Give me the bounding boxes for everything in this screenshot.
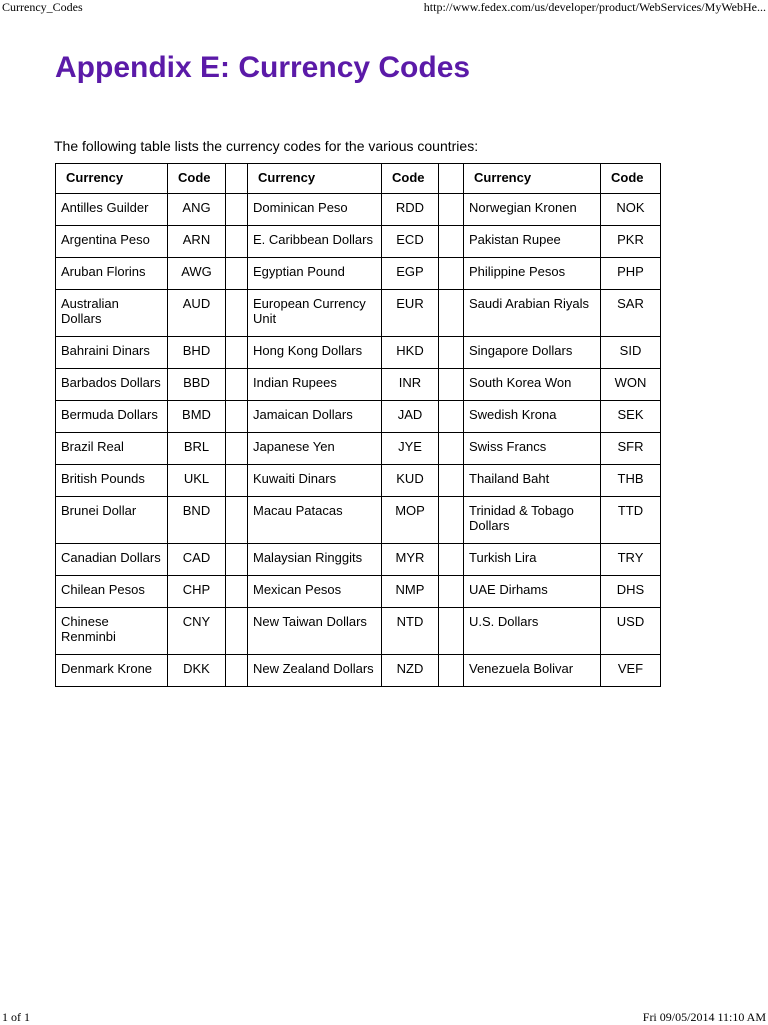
column-header-currency: Currency <box>248 164 382 194</box>
currency-name-cell: Canadian Dollars <box>56 544 168 576</box>
currency-code-cell: RDD <box>382 194 439 226</box>
column-spacer <box>439 258 464 290</box>
table-row <box>56 226 661 258</box>
currency-code-cell: KUD <box>382 465 439 497</box>
currency-code-cell: JYE <box>382 433 439 465</box>
currency-name-cell: Singapore Dollars <box>464 337 601 369</box>
column-spacer <box>439 290 464 337</box>
table-row <box>56 465 661 497</box>
column-spacer <box>226 608 248 655</box>
currency-name-cell: E. Caribbean Dollars <box>248 226 382 258</box>
currency-name-cell: Brazil Real <box>56 433 168 465</box>
currency-name-cell: Jamaican Dollars <box>248 401 382 433</box>
print-footer-timestamp: Fri 09/05/2014 11:10 AM <box>642 1010 766 1024</box>
column-header-code: Code <box>601 164 661 194</box>
table-row <box>56 194 661 226</box>
currency-name-cell: Venezuela Bolivar <box>464 655 601 687</box>
currency-name-cell: Trinidad & Tobago Dollars <box>464 497 601 544</box>
currency-name-cell: Hong Kong Dollars <box>248 337 382 369</box>
column-spacer <box>226 194 248 226</box>
currency-name-cell: European Currency Unit <box>248 290 382 337</box>
currency-code-cell: ECD <box>382 226 439 258</box>
print-footer-page-indicator: 1 of 1 <box>2 1010 30 1024</box>
currency-code-cell: NTD <box>382 608 439 655</box>
table-row <box>56 401 661 433</box>
column-spacer <box>439 226 464 258</box>
currency-name-cell: Chinese Renminbi <box>56 608 168 655</box>
currency-code-cell: VEF <box>601 655 661 687</box>
table-row <box>56 655 661 687</box>
currency-name-cell: Denmark Krone <box>56 655 168 687</box>
column-spacer <box>439 164 464 194</box>
currency-name-cell: Egyptian Pound <box>248 258 382 290</box>
currency-name-cell: Aruban Florins <box>56 258 168 290</box>
column-header-currency: Currency <box>464 164 601 194</box>
currency-code-cell: CHP <box>168 576 226 608</box>
currency-name-cell: Bermuda Dollars <box>56 401 168 433</box>
table-row <box>56 433 661 465</box>
currency-code-cell: TTD <box>601 497 661 544</box>
column-spacer <box>226 655 248 687</box>
currency-name-cell: U.S. Dollars <box>464 608 601 655</box>
column-spacer <box>226 497 248 544</box>
currency-name-cell: Bahraini Dinars <box>56 337 168 369</box>
currency-name-cell: Dominican Peso <box>248 194 382 226</box>
currency-name-cell: Malaysian Ringgits <box>248 544 382 576</box>
column-spacer <box>439 194 464 226</box>
column-spacer <box>439 655 464 687</box>
currency-code-cell: EUR <box>382 290 439 337</box>
currency-name-cell: Indian Rupees <box>248 369 382 401</box>
currency-code-cell: THB <box>601 465 661 497</box>
column-spacer <box>439 401 464 433</box>
currency-code-cell: AWG <box>168 258 226 290</box>
table-row <box>56 544 661 576</box>
column-spacer <box>439 433 464 465</box>
currency-code-cell: MOP <box>382 497 439 544</box>
table-row <box>56 337 661 369</box>
column-spacer <box>226 290 248 337</box>
currency-code-cell: ANG <box>168 194 226 226</box>
column-spacer <box>439 465 464 497</box>
currency-code-cell: TRY <box>601 544 661 576</box>
currency-name-cell: Macau Patacas <box>248 497 382 544</box>
currency-name-cell: Australian Dollars <box>56 290 168 337</box>
currency-code-cell: PKR <box>601 226 661 258</box>
currency-name-cell: Antilles Guilder <box>56 194 168 226</box>
currency-name-cell: Philippine Pesos <box>464 258 601 290</box>
currency-name-cell: New Taiwan Dollars <box>248 608 382 655</box>
currency-name-cell: Swedish Krona <box>464 401 601 433</box>
column-header-code: Code <box>382 164 439 194</box>
column-spacer <box>226 401 248 433</box>
table-row <box>56 576 661 608</box>
table-row <box>56 369 661 401</box>
currency-code-cell: HKD <box>382 337 439 369</box>
column-header-currency: Currency <box>56 164 168 194</box>
currency-code-cell: USD <box>601 608 661 655</box>
table-row <box>56 290 661 337</box>
column-spacer <box>226 164 248 194</box>
currency-name-cell: British Pounds <box>56 465 168 497</box>
currency-code-cell: BMD <box>168 401 226 433</box>
currency-name-cell: Argentina Peso <box>56 226 168 258</box>
currency-code-cell: SID <box>601 337 661 369</box>
print-header-url: http://www.fedex.com/us/developer/product/WebServices/MyWebHe... <box>423 0 766 14</box>
column-spacer <box>439 576 464 608</box>
currency-code-cell: NOK <box>601 194 661 226</box>
currency-code-cell: CNY <box>168 608 226 655</box>
currency-name-cell: Barbados Dollars <box>56 369 168 401</box>
currency-name-cell: Norwegian Kronen <box>464 194 601 226</box>
currency-name-cell: Chilean Pesos <box>56 576 168 608</box>
currency-code-cell: INR <box>382 369 439 401</box>
column-spacer <box>439 369 464 401</box>
currency-name-cell: Saudi Arabian Riyals <box>464 290 601 337</box>
currency-name-cell: Pakistan Rupee <box>464 226 601 258</box>
column-spacer <box>226 226 248 258</box>
currency-code-cell: UKL <box>168 465 226 497</box>
currency-code-cell: EGP <box>382 258 439 290</box>
currency-name-cell: Thailand Baht <box>464 465 601 497</box>
table-row <box>56 497 661 544</box>
currency-code-cell: DKK <box>168 655 226 687</box>
currency-name-cell: Mexican Pesos <box>248 576 382 608</box>
column-spacer <box>226 258 248 290</box>
currency-name-cell: Turkish Lira <box>464 544 601 576</box>
column-spacer <box>226 433 248 465</box>
currency-code-cell: SEK <box>601 401 661 433</box>
currency-name-cell: New Zealand Dollars <box>248 655 382 687</box>
currency-name-cell: Brunei Dollar <box>56 497 168 544</box>
column-spacer <box>439 497 464 544</box>
print-header-doc-title: Currency_Codes <box>2 0 83 14</box>
column-spacer <box>226 544 248 576</box>
currency-code-cell: JAD <box>382 401 439 433</box>
currency-code-cell: BND <box>168 497 226 544</box>
currency-code-cell: SFR <box>601 433 661 465</box>
currency-code-cell: NMP <box>382 576 439 608</box>
column-header-code: Code <box>168 164 226 194</box>
currency-code-cell: BRL <box>168 433 226 465</box>
currency-code-cell: ARN <box>168 226 226 258</box>
table-row <box>56 258 661 290</box>
currency-name-cell: Kuwaiti Dinars <box>248 465 382 497</box>
intro-text: The following table lists the currency codes for the various countries: <box>54 138 479 154</box>
column-spacer <box>439 544 464 576</box>
table-row <box>56 608 661 655</box>
currency-code-cell: SAR <box>601 290 661 337</box>
currency-code-cell: DHS <box>601 576 661 608</box>
currency-code-cell: WON <box>601 369 661 401</box>
currency-code-cell: PHP <box>601 258 661 290</box>
table-body <box>56 194 661 687</box>
page-title: Appendix E: Currency Codes <box>55 51 471 84</box>
currency-code-cell: AUD <box>168 290 226 337</box>
table-header-row <box>56 164 661 194</box>
column-spacer <box>439 337 464 369</box>
currency-code-cell: NZD <box>382 655 439 687</box>
currency-code-cell: CAD <box>168 544 226 576</box>
currency-code-cell: BHD <box>168 337 226 369</box>
currency-name-cell: UAE Dirhams <box>464 576 601 608</box>
currency-name-cell: South Korea Won <box>464 369 601 401</box>
currency-name-cell: Japanese Yen <box>248 433 382 465</box>
currency-codes-table <box>55 163 661 687</box>
column-spacer <box>439 608 464 655</box>
column-spacer <box>226 576 248 608</box>
column-spacer <box>226 369 248 401</box>
column-spacer <box>226 337 248 369</box>
currency-code-cell: BBD <box>168 369 226 401</box>
column-spacer <box>226 465 248 497</box>
currency-code-cell: MYR <box>382 544 439 576</box>
currency-name-cell: Swiss Francs <box>464 433 601 465</box>
